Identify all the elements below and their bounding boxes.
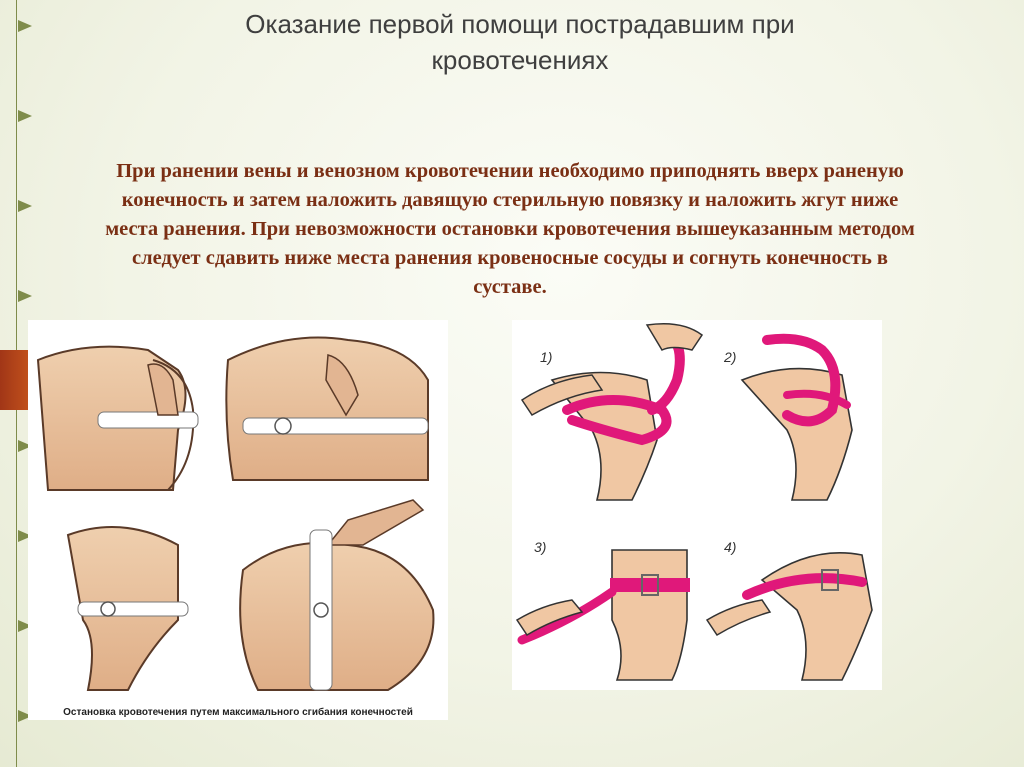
- bullet-triangle-icon: [18, 20, 32, 32]
- title-line-1: Оказание первой помощи пострадавшим при: [245, 9, 795, 39]
- scene-hip-flexion: [240, 500, 433, 690]
- tourniquet-illustration: [512, 320, 882, 690]
- bullet-triangle-icon: [18, 200, 32, 212]
- step-label-3: 3): [534, 539, 547, 555]
- scene-elbow-flexion: [38, 347, 198, 490]
- step-2-drawing: [742, 339, 852, 500]
- step-label-2: 2): [724, 349, 737, 365]
- bullet-triangle-icon: [18, 290, 32, 302]
- title-line-2: кровотечениях: [431, 45, 609, 75]
- scene-shoulder-flexion: [226, 338, 428, 481]
- step-label-1: 1): [540, 349, 553, 365]
- figure-caption: Остановка кровотечения путем максимального сгибания конечностей: [63, 707, 413, 718]
- accent-block: [0, 350, 30, 410]
- step-3-drawing: [517, 550, 690, 680]
- step-4-drawing: [707, 553, 872, 680]
- step-label-4: 4): [724, 539, 737, 555]
- bullet-triangle-icon: [18, 110, 32, 122]
- flexion-drawing: [28, 320, 448, 720]
- flexion-illustration: [28, 320, 448, 720]
- slide-title: [120, 6, 920, 78]
- scene-knee-flexion: [68, 527, 188, 690]
- tourniquet-drawing: [512, 320, 882, 690]
- instruction-paragraph: При ранении вены и венозном кровотечении необходимо приподнять вверх раненую конечность и затем наложить давящую стерильную повязку и наложить жгут ниже места ранения. При невозможности остановки кровотечения вышеуказанным методом следует сдавить ниже места ранения кровеносные сосуды и согнуть конечность в суставе.: [105, 160, 915, 298]
